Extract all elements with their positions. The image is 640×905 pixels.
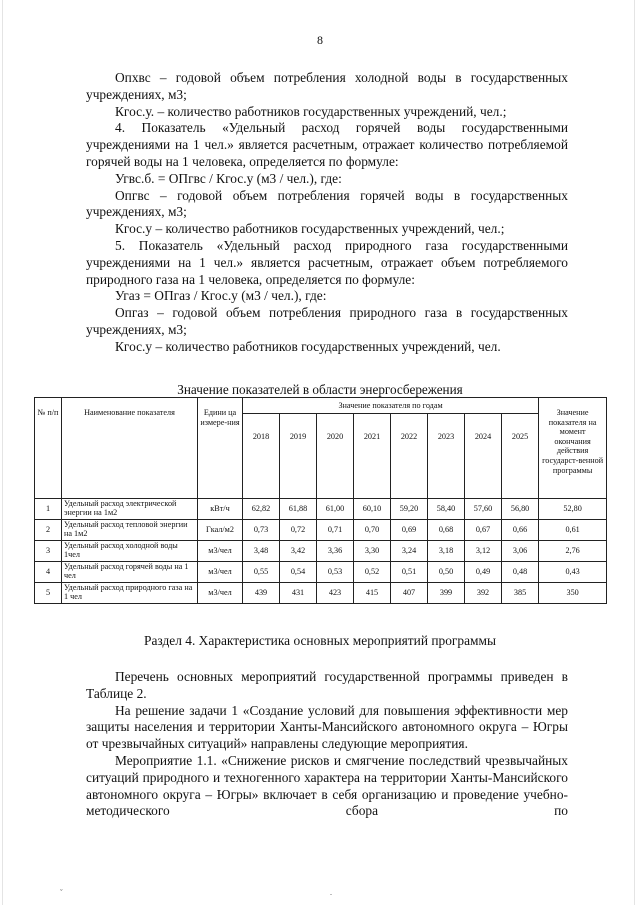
year-value-cell: 58,40 [428, 499, 465, 520]
table-title: Значение показателей в области энергосбережения [177, 382, 463, 397]
unit-cell: Гкал/м2 [198, 520, 243, 541]
table-body [35, 499, 607, 604]
year-value-cell: 0,71 [317, 520, 354, 541]
indicator-name-cell: Удельный расход горячей воды на 1 чел [62, 562, 198, 583]
top-paragraph: Опхвс – годовой объем потребления холодной воды в государственных учреждениях, м3; [86, 70, 568, 102]
table-row [35, 541, 607, 562]
table-row [35, 499, 607, 520]
left-scan-edge [2, 0, 3, 905]
year-value-cell: 407 [391, 583, 428, 604]
indicators-table [34, 397, 607, 604]
year-value-cell: 415 [354, 583, 391, 604]
year-header: 2018 [243, 414, 280, 499]
unit-cell: м3/чел [198, 541, 243, 562]
right-scan-edge [634, 0, 635, 905]
final-value-cell: 350 [539, 583, 607, 604]
year-value-cell: 423 [317, 583, 354, 604]
header-final: Значение показателя на момент окончания действия государст-венной программы [539, 398, 607, 499]
indicator-name-cell: Удельный расход электрической энергии на 1м2 [62, 499, 198, 520]
year-value-cell: 56,80 [502, 499, 539, 520]
indicators-table-wrapper [34, 397, 606, 604]
final-value-cell: 2,76 [539, 541, 607, 562]
page-number: 8 [317, 33, 323, 47]
row-number-cell: 2 [35, 520, 62, 541]
year-value-cell: 3,30 [354, 541, 391, 562]
year-header: 2019 [280, 414, 317, 499]
top-paragraph: Опгвс – годовой объем потребления горячей воды в государственных учреждениях, м3; [86, 187, 568, 220]
row-number-cell: 1 [35, 499, 62, 520]
year-value-cell: 60,10 [354, 499, 391, 520]
indicator-name-cell: Удельный расход природного газа на 1 чел [62, 583, 198, 604]
year-header: 2022 [391, 414, 428, 499]
year-value-cell: 0,48 [502, 562, 539, 583]
year-value-cell: 0,51 [391, 562, 428, 583]
year-value-cell: 0,67 [465, 520, 502, 541]
table-row [35, 562, 607, 583]
year-value-cell: 0,54 [280, 562, 317, 583]
row-number-cell: 5 [35, 583, 62, 604]
year-value-cell: 3,42 [280, 541, 317, 562]
final-value-cell: 0,43 [539, 562, 607, 583]
unit-cell: м3/чел [198, 583, 243, 604]
year-value-cell: 439 [243, 583, 280, 604]
header-num: № п/п [35, 398, 62, 499]
year-value-cell: 0,50 [428, 562, 465, 583]
year-value-cell: 3,36 [317, 541, 354, 562]
year-header: 2024 [465, 414, 502, 499]
section-title: Раздел 4. Характеристика основных мероприятий программы [144, 633, 496, 648]
year-header: 2023 [428, 414, 465, 499]
top-paragraph: Угвс.б. = ОПгвс / Кгос.у (м3 / чел.), где: [115, 170, 342, 186]
year-value-cell: 62,82 [243, 499, 280, 520]
header-name: Наименование показателя [62, 398, 198, 499]
year-value-cell: 0,70 [354, 520, 391, 541]
year-value-cell: 59,20 [391, 499, 428, 520]
top-text-block [86, 70, 568, 356]
bottom-paragraph: Перечень основных мероприятий государственной программы приведен в Таблице 2. [86, 669, 568, 701]
top-paragraph: Угаз = ОПгаз / Кгос.у (м3 / чел.), где: [115, 288, 327, 304]
year-value-cell: 0,73 [243, 520, 280, 541]
header-years-group: Значение показателя по годам [243, 398, 539, 414]
final-value-cell: 52,80 [539, 499, 607, 520]
year-value-cell: 3,06 [502, 541, 539, 562]
row-number-cell: 4 [35, 562, 62, 583]
unit-cell: кВт/ч [198, 499, 243, 520]
table-row [35, 520, 607, 541]
top-paragraph: 5. Показатель «Удельный расход природного газа государственными учреждениями на 1 чел.» является расчетным, отражает объем потребляемого природного газа на 1 человека, определяется по формуле: [86, 237, 568, 287]
year-value-cell: 431 [280, 583, 317, 604]
year-header: 2020 [317, 414, 354, 499]
year-value-cell: 3,12 [465, 541, 502, 562]
footer-mark-center: . [330, 888, 332, 897]
year-value-cell: 0,72 [280, 520, 317, 541]
unit-cell: м3/чел [198, 562, 243, 583]
year-value-cell: 392 [465, 583, 502, 604]
year-value-cell: 57,60 [465, 499, 502, 520]
indicator-name-cell: Удельный расход холодной воды 1чел [62, 541, 198, 562]
year-header: 2025 [502, 414, 539, 499]
year-header: 2021 [354, 414, 391, 499]
top-paragraph: Кгос.у. – количество работников государственных учреждений, чел.; [115, 103, 507, 119]
year-value-cell: 385 [502, 583, 539, 604]
bottom-paragraph: Мероприятие 1.1. «Снижение рисков и смягчение последствий чрезвычайных ситуаций природного и техногенного характера на территории Ханты-Мансийского автономного округа – Югры» включает в себя организацию и проведение учебно-методического сбора по [86, 752, 568, 819]
year-value-cell: 0,66 [502, 520, 539, 541]
row-number-cell: 3 [35, 541, 62, 562]
top-paragraph: Кгос.у – количество работников государственных учреждений, чел. [115, 338, 501, 354]
year-value-cell: 61,88 [280, 499, 317, 520]
top-paragraph: Кгос.у – количество работников государственных учреждений, чел.; [115, 221, 505, 237]
year-value-cell: 0,52 [354, 562, 391, 583]
year-value-cell: 0,49 [465, 562, 502, 583]
header-unit: Едини ца измере-ния [198, 398, 243, 499]
bottom-text-block [86, 669, 568, 820]
year-value-cell: 0,68 [428, 520, 465, 541]
year-value-cell: 3,48 [243, 541, 280, 562]
table-row [35, 583, 607, 604]
year-value-cell: 3,24 [391, 541, 428, 562]
footer-mark-left: ˇ [60, 888, 63, 897]
year-value-cell: 0,69 [391, 520, 428, 541]
bottom-paragraph: На решение задачи 1 «Создание условий для повышения эффективности мер защиты населения и территории Ханты-Мансийского автономного округа – Югры от чрезвычайных ситуаций» направлены следующие мероприятия. [86, 702, 568, 752]
year-value-cell: 61,00 [317, 499, 354, 520]
year-value-cell: 0,53 [317, 562, 354, 583]
year-value-cell: 3,18 [428, 541, 465, 562]
year-value-cell: 0,55 [243, 562, 280, 583]
final-value-cell: 0,61 [539, 520, 607, 541]
top-paragraph: 4. Показатель «Удельный расход горячей воды государственными учреждениями на 1 чел.» является расчетным, отражает количество потребляемой горячей воды на 1 человека, определяется по формуле: [86, 120, 568, 169]
year-value-cell: 399 [428, 583, 465, 604]
indicator-name-cell: Удельный расход тепловой энергии на 1м2 [62, 520, 198, 541]
top-paragraph: Опгаз – годовой объем потребления природного газа в государственных учреждениях, м3; [86, 305, 568, 337]
